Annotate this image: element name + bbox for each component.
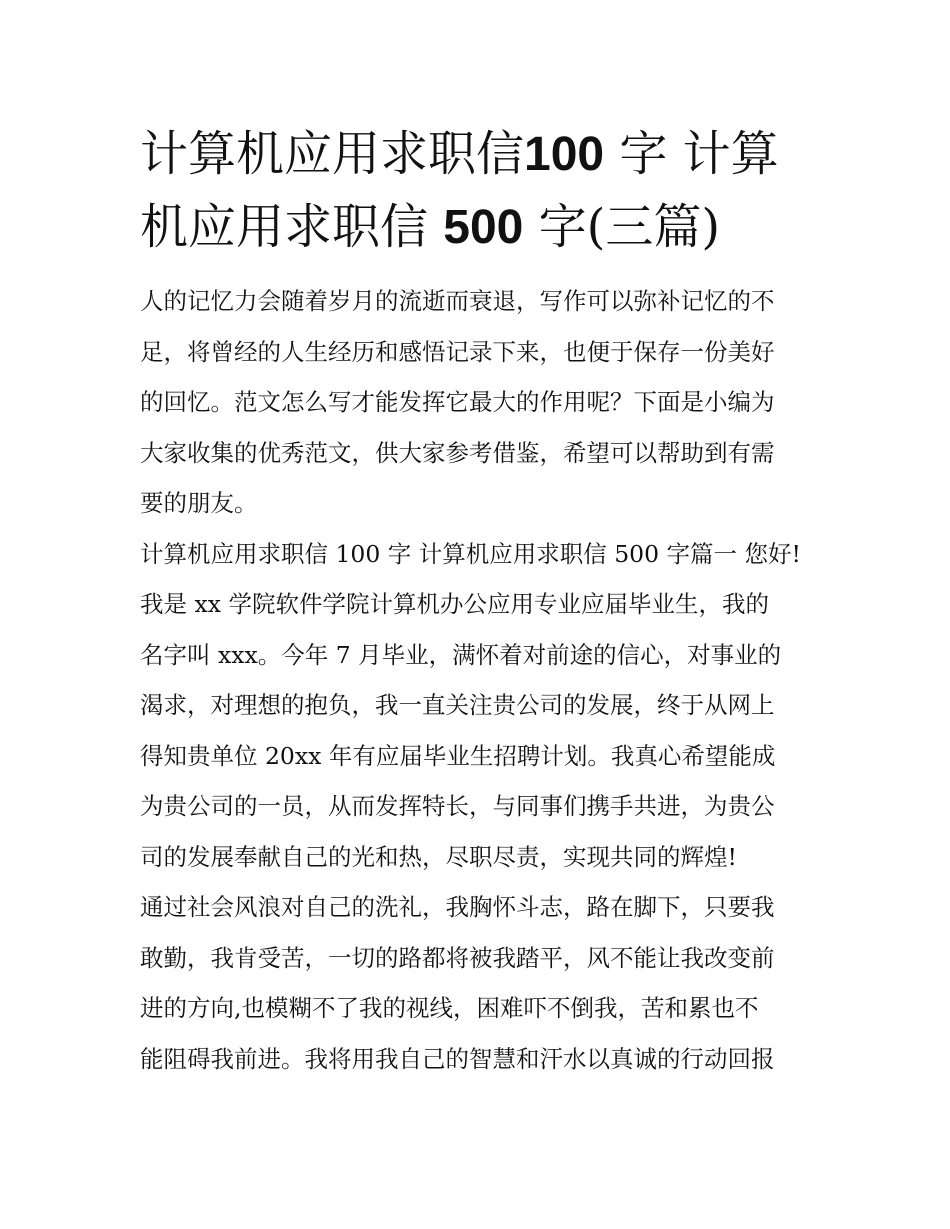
text-line: 的回忆。范文怎么写才能发挥它最大的作用呢？下面是小编为 [140, 388, 775, 416]
text-line: 足，将曾经的人生经历和感悟记录下来，也便于保存一份美好 [140, 337, 775, 366]
text-line: 能阻碍我前进。我将用我自己的智慧和汗水以真诚的行动回报 [140, 1044, 775, 1073]
text-line: 通过社会风浪对自己的洗礼，我胸怀斗志，路在脚下，只要我 [140, 893, 775, 921]
paragraph-continuation [140, 882, 820, 1084]
document-title [140, 118, 820, 264]
text-line: 我是 xx 学院软件学院计算机办公应用专业应届毕业生，我的 [140, 590, 769, 618]
text-line: 渴求，对理想的抱负，我一直关注贵公司的发展，终于从网上 [140, 691, 775, 719]
text-line: 人的记忆力会随着岁月的流逝而衰退，写作可以弥补记忆的不 [140, 287, 775, 315]
text-line: 司的发展奉献自己的光和热，尽职尽责，实现共同的辉煌! [140, 842, 737, 871]
text-line: 名字叫 xxx。今年 7 月毕业，满怀着对前途的信心，对事业的 [140, 640, 782, 669]
text-line: 计算机应用求职信 100 字 计算机应用求职信 500 字篇一 您好! [140, 539, 801, 568]
paragraph-intro [140, 276, 820, 529]
title-part: 计算机应用求职信 [140, 126, 525, 182]
text-line: 得知贵单位 20xx 年有应届毕业生招聘计划。我真心希望能成 [140, 741, 776, 770]
text-line: 要的朋友。 [140, 489, 258, 517]
title-part-number: 500 [443, 201, 524, 254]
title-part: 字(三篇) [523, 199, 721, 255]
text-line: 为贵公司的一员，从而发挥特长，与同事们携手共进，为贵公 [140, 792, 775, 820]
text-line: 敢勤，我肯受苦，一切的路都将被我踏平，风不能让我改变前 [140, 943, 775, 972]
paragraph-letter-one [140, 529, 820, 883]
document-body [140, 276, 820, 1084]
title-part-number: 100 [524, 128, 605, 181]
text-line: 大家收集的优秀范文，供大家参考借鉴，希望可以帮助到有需 [140, 438, 775, 467]
text-line: 进的方向,也模糊不了我的视线，困难吓不倒我，苦和累也不 [140, 994, 759, 1022]
title-part: 字 计算机应用求职信 [140, 126, 779, 255]
